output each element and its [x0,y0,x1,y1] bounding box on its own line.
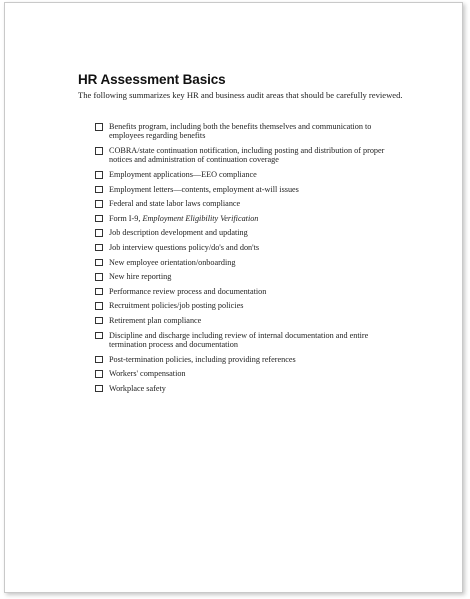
checkbox-icon[interactable] [95,356,103,364]
checklist-item [95,272,400,281]
checklist-item-label: Federal and state labor laws compliance [109,199,241,209]
checklist-item [95,331,400,350]
checkbox-icon[interactable] [95,288,103,296]
checklist-item-text [109,331,368,349]
document-page [4,2,463,593]
checkbox-icon[interactable] [95,186,103,194]
checklist-item [95,199,400,208]
checkbox-icon[interactable] [95,147,103,155]
document-title: HR Assessment Basics [78,72,226,87]
checklist-item [95,185,400,194]
checklist-item-text [109,228,248,237]
checklist-item-text [109,185,299,194]
checkbox-icon[interactable] [95,385,103,393]
checklist-item-label: COBRA/state continuation notification, including posting and distribution of proper notices and administration of continuation coverage [109,146,385,165]
checklist-item [95,146,400,165]
checkbox-icon[interactable] [95,273,103,281]
checklist-item-text [109,243,259,252]
checklist-item-label: Retirement plan compliance [109,315,202,325]
checklist-item [95,228,400,237]
checklist-item-label: Job interview questions policy/do's and don'ts [109,242,260,252]
checkbox-icon[interactable] [95,370,103,378]
audit-checklist [95,122,400,398]
checklist-item-text [109,287,266,296]
checklist-item-italic-label: Employment Eligibility Verification [142,213,259,223]
checklist-item-label: Form I-9, [109,213,143,223]
checklist-item-label: Recruitment policies/job posting policies [109,301,244,311]
checklist-item-text [109,122,371,140]
checklist-item-label: Post-termination policies, including providing references [109,354,296,364]
checklist-item-label: Performance review process and documentation [109,286,267,296]
checkbox-icon[interactable] [95,244,103,252]
checklist-item [95,316,400,325]
checklist-item-label: New employee orientation/onboarding [109,257,236,267]
checkbox-icon[interactable] [95,123,103,131]
checklist-item [95,214,400,223]
checklist-item-text [109,369,186,378]
checklist-item [95,384,400,393]
checklist-item [95,355,400,364]
checklist-item-label: Workers' compensation [109,369,186,379]
checklist-item [95,287,400,296]
checklist-item-label: Benefits program, including both the benefits themselves and communication to employees regarding benefits [109,122,372,141]
checklist-item [95,369,400,378]
checklist-item-text [109,199,240,208]
checklist-item-label: New hire reporting [109,272,172,282]
checklist-item-text [109,355,296,364]
checklist-item [95,170,400,179]
checkbox-icon[interactable] [95,229,103,237]
checkbox-icon[interactable] [95,332,103,340]
checkbox-icon[interactable] [95,171,103,179]
checklist-item [95,243,400,252]
checkbox-icon[interactable] [95,302,103,310]
checklist-item-label: Job description development and updating [109,228,248,238]
checklist-item-text [109,258,235,267]
intro-paragraph: The following summarizes key HR and business audit areas that should be carefully reviewed. [78,90,403,100]
checklist-item-text [109,170,257,179]
checklist-item-text [109,316,201,325]
checklist-item [95,122,400,141]
checklist-item-label: Employment applications—EEO compliance [109,170,257,179]
checklist-item [95,301,400,310]
checkbox-icon[interactable] [95,215,103,223]
checklist-item-text [109,272,171,281]
checkbox-icon[interactable] [95,259,103,267]
checklist-item-text [109,146,384,164]
checkbox-icon[interactable] [95,317,103,325]
checkbox-icon[interactable] [95,200,103,208]
checklist-item-label: Discipline and discharge including review of internal documentation and entire termination process and documentation [109,330,369,349]
checklist-item-text [109,384,166,393]
checklist-item-text [109,214,258,223]
checklist-item-text [109,301,243,310]
checklist-item [95,258,400,267]
checklist-item-label: Employment letters—contents, employment at-will issues [109,184,299,194]
checklist-item-label: Workplace safety [109,383,166,393]
